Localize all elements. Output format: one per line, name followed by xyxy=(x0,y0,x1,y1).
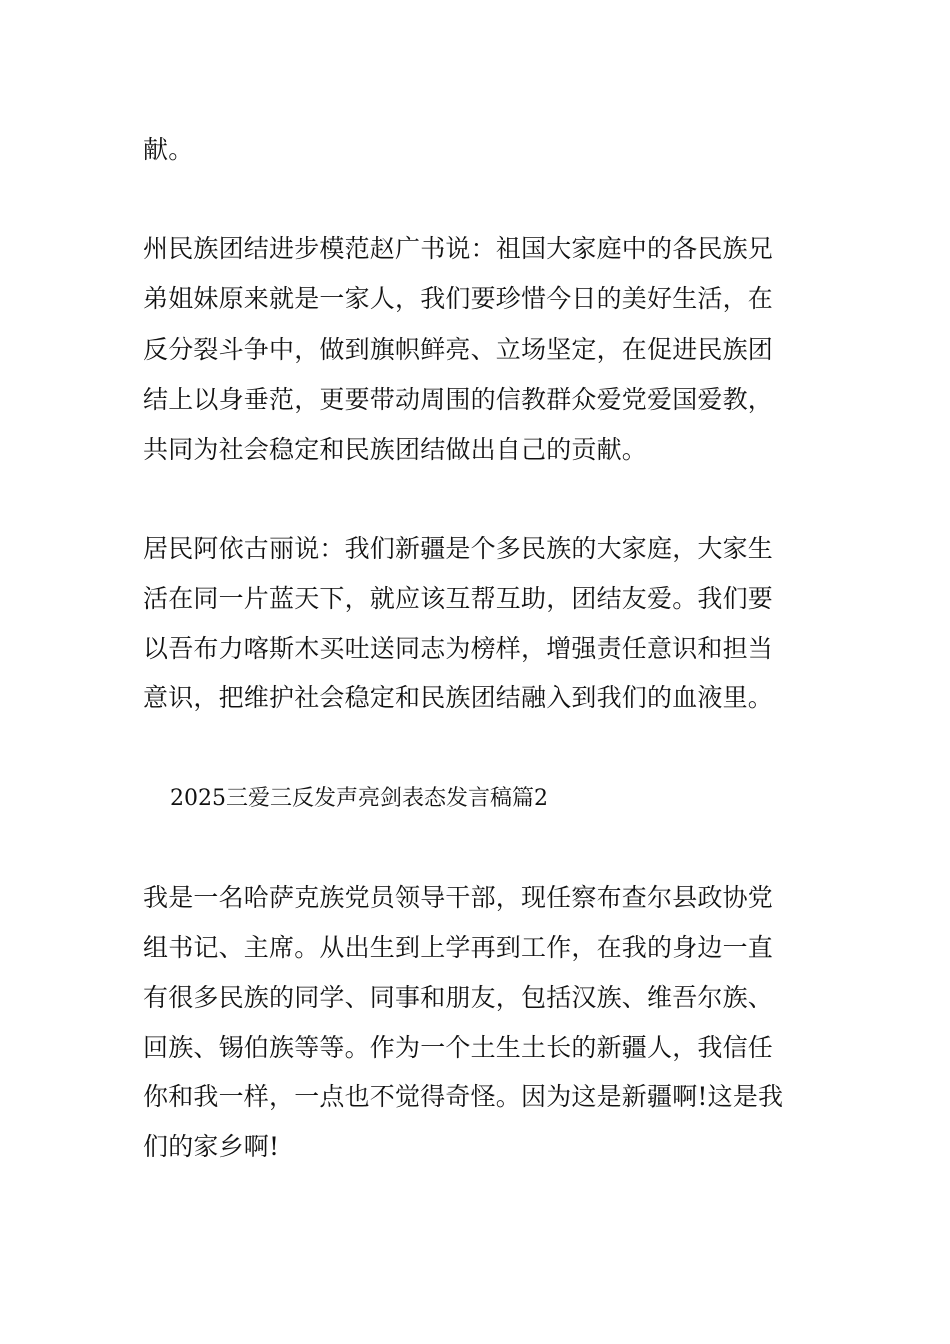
paragraph-fragment: 献。 xyxy=(143,135,194,164)
paragraph-2-line: 以吾布力喀斯木买吐送同志为榜样，增强责任意识和担当 xyxy=(143,634,774,663)
paragraph-1-line: 共同为社会稳定和民族团结做出自己的贡献。 xyxy=(143,435,648,464)
paragraph-2-line: 居民阿依古丽说：我们新疆是个多民族的大家庭，大家生 xyxy=(143,534,774,563)
paragraph-1-line: 弟姐妹原来就是一家人，我们要珍惜今日的美好生活，在 xyxy=(143,284,774,313)
paragraph-3-line: 组书记、主席。从出生到上学再到工作，在我的身边一直 xyxy=(143,933,774,962)
paragraph-1-line: 结上以身垂范，更要带动周围的信教群众爱党爱国爱教， xyxy=(143,385,774,414)
paragraph-3-line: 回族、锡伯族等等。作为一个土生土长的新疆人，我信任 xyxy=(143,1033,774,1062)
paragraph-3-line: 们的家乡啊! xyxy=(143,1132,280,1161)
section-heading: 2025三爱三反发声亮剑表态发言稿篇2 xyxy=(170,786,548,811)
paragraph-2-line: 活在同一片蓝天下，就应该互帮互助，团结友爱。我们要 xyxy=(143,584,774,613)
paragraph-3-line: 我是一名哈萨克族党员领导干部，现任察布查尔县政协党 xyxy=(143,883,774,912)
paragraph-1-line: 反分裂斗争中，做到旗帜鲜亮、立场坚定，在促进民族团 xyxy=(143,335,774,364)
paragraph-3-line: 有很多民族的同学、同事和朋友，包括汉族、维吾尔族、 xyxy=(143,983,774,1012)
paragraph-1-line: 州民族团结进步模范赵广书说：祖国大家庭中的各民族兄 xyxy=(143,234,774,263)
paragraph-2-line: 意识，把维护社会稳定和民族团结融入到我们的血液里。 xyxy=(143,683,774,712)
paragraph-3-line: 你和我一样，一点也不觉得奇怪。因为这是新疆啊!这是我 xyxy=(143,1082,784,1111)
